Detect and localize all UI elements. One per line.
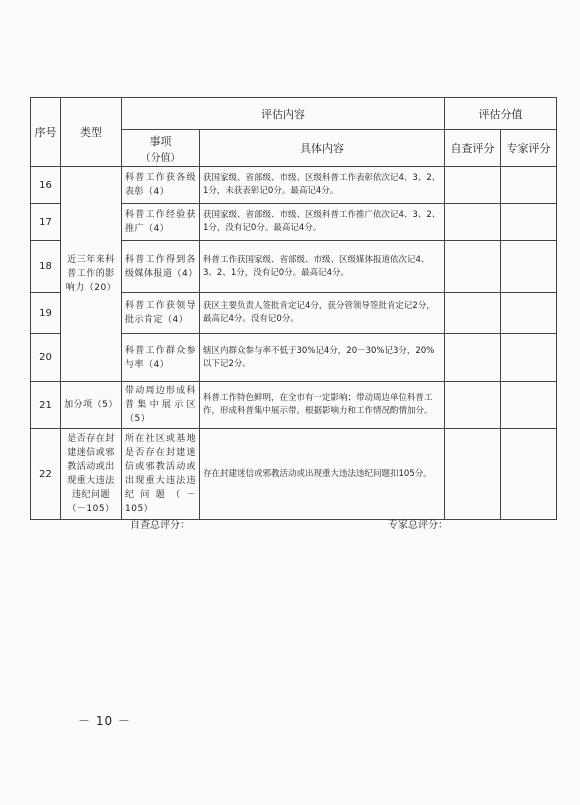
self-score-cell[interactable] bbox=[445, 241, 501, 293]
table-row bbox=[31, 167, 557, 204]
self-score-cell[interactable] bbox=[445, 293, 501, 334]
header-detail: 具体内容 bbox=[200, 130, 445, 167]
row-item: 科普工作获各级表彰（4） bbox=[122, 167, 200, 204]
row-number: 19 bbox=[31, 293, 61, 334]
self-score-cell[interactable] bbox=[445, 167, 501, 204]
row-item: 科普工作经验获推广（4） bbox=[122, 204, 200, 241]
expert-score-cell[interactable] bbox=[501, 334, 557, 382]
row-detail: 获区主要负责人签批肯定记4分，获分管领导签批肯定记2分，最高记4分。没有记0分。 bbox=[200, 293, 445, 334]
row-number: 22 bbox=[31, 429, 61, 520]
header-expert: 专家评分 bbox=[501, 130, 557, 167]
row-detail: 获国家级、省部级、市级、区级科普工作表彰依次记4、3、2、1分，未获表彰记0分。最高记4分。 bbox=[200, 167, 445, 204]
row-item: 科普工作群众参与率（4） bbox=[122, 334, 200, 382]
expert-score-cell[interactable] bbox=[501, 293, 557, 334]
row-number: 16 bbox=[31, 167, 61, 204]
header-item bbox=[122, 130, 200, 167]
page-number: － 10 － bbox=[78, 714, 131, 728]
header-score: 评估分值 bbox=[445, 98, 557, 130]
row-detail: 科普工作获国家级、省部级、市级、区级媒体报道依次记4、3、2、1分，没有记0分。最高记4分。 bbox=[200, 241, 445, 293]
expert-score-cell[interactable] bbox=[501, 241, 557, 293]
row-item: 科普工作获领导批示肯定（4） bbox=[122, 293, 200, 334]
expert-total-label: 专家总评分： bbox=[388, 520, 448, 531]
group-influence: 近三年来科普工作的影响力（20） bbox=[61, 167, 122, 382]
row-detail: 科普工作特色鲜明，在全市有一定影响；带动周边单位科普工作，形成科普集中展示带。根据影响力和工作情况酌情加分。 bbox=[200, 382, 445, 429]
self-total-label: 自查总评分： bbox=[130, 520, 190, 531]
row-number: 20 bbox=[31, 334, 61, 382]
row-number: 18 bbox=[31, 241, 61, 293]
header-item-sub: （分值） bbox=[140, 152, 181, 164]
assessment-table bbox=[30, 97, 557, 520]
row-detail: 辖区内群众参与率不低于30%记4分，20－30%记3分，20%以下记2分。 bbox=[200, 334, 445, 382]
self-score-cell[interactable] bbox=[445, 204, 501, 241]
table-row bbox=[31, 429, 557, 520]
header-item-label: 事项 bbox=[149, 134, 172, 148]
row-number: 21 bbox=[31, 382, 61, 429]
group-bonus: 加分项（5） bbox=[61, 382, 122, 429]
row-number: 17 bbox=[31, 204, 61, 241]
header-content: 评估内容 bbox=[122, 98, 445, 130]
expert-score-cell[interactable] bbox=[501, 382, 557, 429]
group-penalty: 是否存在封建迷信或邪教活动或出现重大违法违纪问题（－105） bbox=[61, 429, 122, 520]
header-type: 类型 bbox=[61, 98, 122, 167]
table-row bbox=[31, 382, 557, 429]
self-score-cell[interactable] bbox=[445, 334, 501, 382]
expert-score-cell[interactable] bbox=[501, 204, 557, 241]
header-seq: 序号 bbox=[31, 98, 61, 167]
expert-score-cell[interactable] bbox=[501, 429, 557, 520]
header-self: 自查评分 bbox=[445, 130, 501, 167]
expert-score-cell[interactable] bbox=[501, 167, 557, 204]
row-item: 带动周边形成科普集中展示区（5） bbox=[122, 382, 200, 429]
row-item: 科普工作得到各级媒体报道（4） bbox=[122, 241, 200, 293]
row-detail: 存在封建迷信或邪教活动或出现重大违法违纪问题扣105分。 bbox=[200, 429, 445, 520]
self-score-cell[interactable] bbox=[445, 382, 501, 429]
row-item: 所在社区或基地是否存在封建迷信或邪教活动或出现重大违法违纪问题（－105） bbox=[122, 429, 200, 520]
self-score-cell[interactable] bbox=[445, 429, 501, 520]
row-detail: 获国家级、省部级、市级、区级科普工作推广依次记4、3、2、1分，没有记0分。最高记4分。 bbox=[200, 204, 445, 241]
